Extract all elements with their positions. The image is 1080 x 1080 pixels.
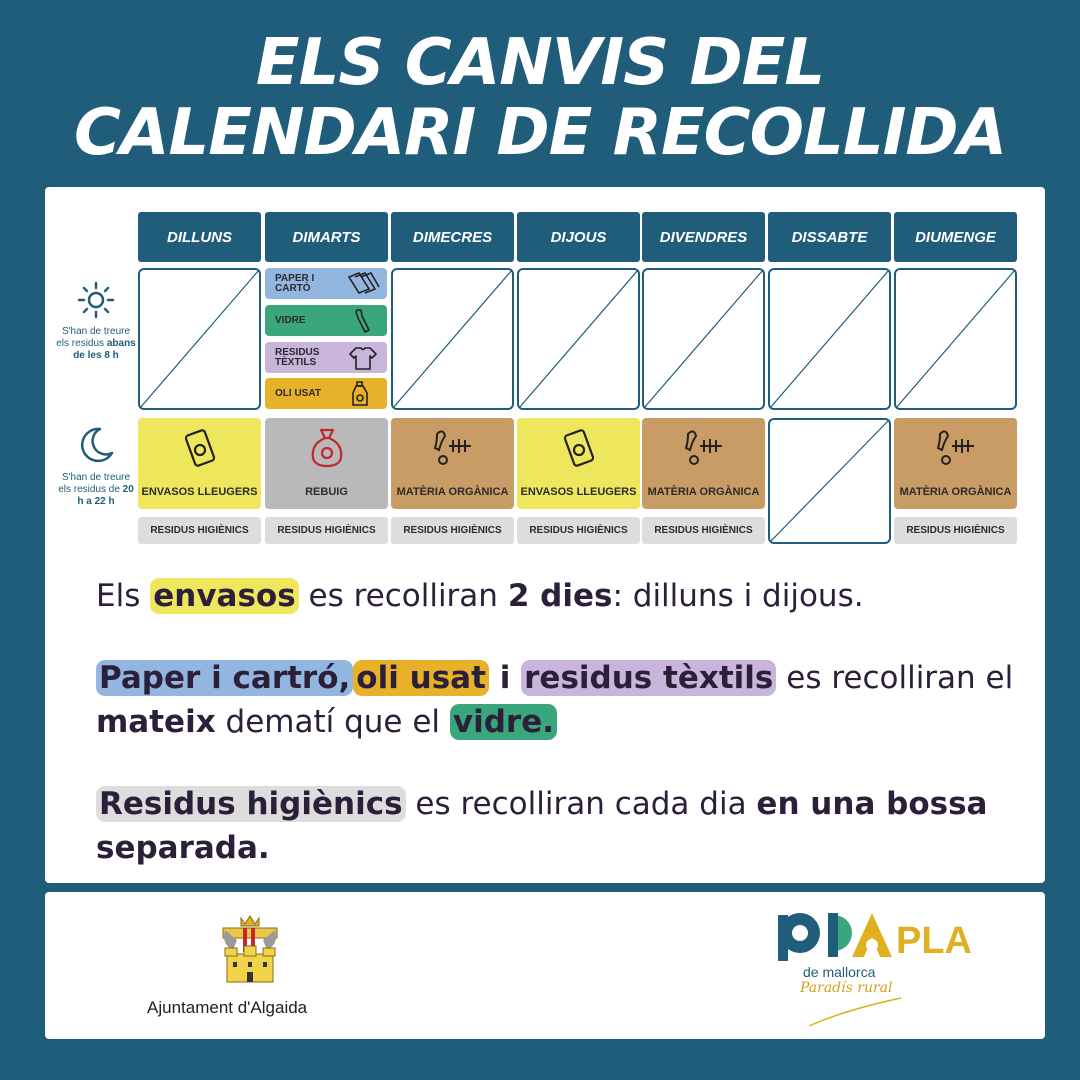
hygiene-dimecres: RESIDUS HIGIÈNICS — [391, 517, 514, 544]
night-label-dimecres: MATÈRIA ORGÀNICA — [396, 486, 509, 498]
msg3-highlight-higienics: Residus higiènics — [96, 786, 406, 822]
msg1-text-c: : dilluns i dijous. — [612, 578, 864, 614]
can-icon — [178, 426, 222, 470]
day-header-diumenge: DIUMENGE — [894, 212, 1017, 262]
message-paper-oli-textils — [96, 656, 1016, 744]
night-cell-dijous — [517, 418, 640, 509]
night-note — [56, 472, 136, 508]
tuesday-glass-item — [265, 305, 387, 336]
morning-cell-dimecres-empty — [391, 268, 514, 410]
morning-cell-dijous-empty — [517, 268, 640, 410]
night-cell-dissabte-empty — [768, 418, 891, 544]
night-cell-diumenge — [894, 418, 1017, 509]
paper-icon — [345, 271, 381, 297]
msg1-highlight-envasos: envasos — [150, 578, 298, 614]
algaida-coat-of-arms-icon — [217, 914, 283, 984]
day-header-dijous: DIJOUS — [517, 212, 640, 262]
ajuntament-name: Ajuntament d'Algaida — [147, 998, 308, 1017]
morning-note-time: abans de les 8 h — [73, 338, 136, 361]
organic-icon — [431, 426, 475, 470]
pla-de-mallorca-logo — [772, 905, 972, 965]
message-envasos — [96, 574, 1016, 618]
pla-tagline: Paradís rural — [800, 980, 893, 996]
day-header-dimarts: DIMARTS — [265, 212, 388, 262]
morning-note — [56, 326, 136, 362]
hygiene-diumenge: RESIDUS HIGIÈNICS — [894, 517, 1017, 544]
msg3-text-a: es recolliran cada dia — [405, 786, 757, 822]
hygiene-divendres: RESIDUS HIGIÈNICS — [642, 517, 765, 544]
day-header-divendres: DIVENDRES — [642, 212, 765, 262]
msg1-text-b: es recolliran — [298, 578, 508, 614]
tuesday-paper-item — [265, 268, 387, 299]
day-header-dilluns: DILLUNS — [138, 212, 261, 262]
tuesday-paper-label: PAPER I CARTÒ — [275, 272, 315, 294]
hygiene-dijous: RESIDUS HIGIÈNICS — [517, 517, 640, 544]
msg1-bold: 2 dies — [507, 578, 613, 614]
pla-subtitle: de mallorca — [803, 964, 876, 980]
msg2-highlight-textils: residus tèxtils — [521, 660, 776, 696]
tshirt-icon — [345, 345, 381, 371]
sun-icon — [76, 280, 116, 320]
night-note-text: S'han de treure els residus de — [58, 472, 131, 495]
page-title — [0, 28, 1080, 168]
night-cell-dimarts — [265, 418, 388, 509]
morning-cell-divendres-empty — [642, 268, 765, 410]
organic-icon — [934, 426, 978, 470]
morning-cell-diumenge-empty — [894, 268, 1017, 410]
msg3-bold: en una bossa separada. — [96, 786, 988, 866]
day-header-dimecres: DIMECRES — [391, 212, 514, 262]
night-note-time: 20 h a 22 h — [77, 484, 134, 507]
msg2-highlight-oli: oli usat — [353, 660, 489, 696]
day-header-dissabte: DISSABTE — [768, 212, 891, 262]
moon-icon — [76, 425, 116, 465]
msg2-highlight-vidre: vidre. — [450, 704, 557, 740]
hygiene-dilluns: RESIDUS HIGIÈNICS — [138, 517, 261, 544]
msg2-bold: mateix — [96, 704, 216, 740]
can-icon — [557, 426, 601, 470]
tuesday-oil-item — [265, 378, 387, 409]
tuesday-glass-label: VIDRE — [275, 314, 306, 326]
night-label-dilluns: ENVASOS LLEUGERS — [141, 486, 258, 498]
night-cell-dilluns — [138, 418, 261, 509]
night-label-dimarts: REBUIG — [305, 486, 348, 498]
tuesday-oil-label: OLI USAT — [275, 387, 321, 399]
night-label-dijous: ENVASOS LLEUGERS — [520, 486, 637, 498]
tuesday-textile-label: RESIDUS TÈXTILS — [275, 346, 320, 368]
msg2-conj: i — [488, 660, 522, 696]
tuesday-textile-item — [265, 342, 387, 373]
hygiene-dimarts: RESIDUS HIGIÈNICS — [265, 517, 388, 544]
oil-icon — [345, 381, 381, 407]
morning-note-text: S'han de treure els residus — [56, 326, 131, 349]
msg2-text-a: es recolliran el — [776, 660, 1014, 696]
morning-cell-dissabte-empty — [768, 268, 891, 410]
trash-bag-icon — [305, 426, 349, 470]
title-line-1: ELS CANVIS DEL — [255, 26, 825, 100]
title-line-2: CALENDARI DE RECOLLIDA — [73, 96, 1007, 170]
message-higienics — [96, 782, 1016, 870]
pla-swoosh-icon — [805, 996, 905, 1030]
msg2-text-b: dematí que el — [215, 704, 450, 740]
organic-icon — [682, 426, 726, 470]
msg2-highlight-paper: Paper i cartró, — [96, 660, 353, 696]
msg1-text-a: Els — [96, 578, 151, 614]
night-label-divendres: MATÈRIA ORGÀNICA — [647, 486, 760, 498]
pla-logo-text: PLA — [896, 920, 972, 962]
night-cell-dimecres — [391, 418, 514, 509]
night-label-diumenge: MATÈRIA ORGÀNICA — [899, 486, 1012, 498]
night-cell-divendres — [642, 418, 765, 509]
morning-cell-dilluns-empty — [138, 268, 261, 410]
bottle-icon — [345, 308, 381, 334]
